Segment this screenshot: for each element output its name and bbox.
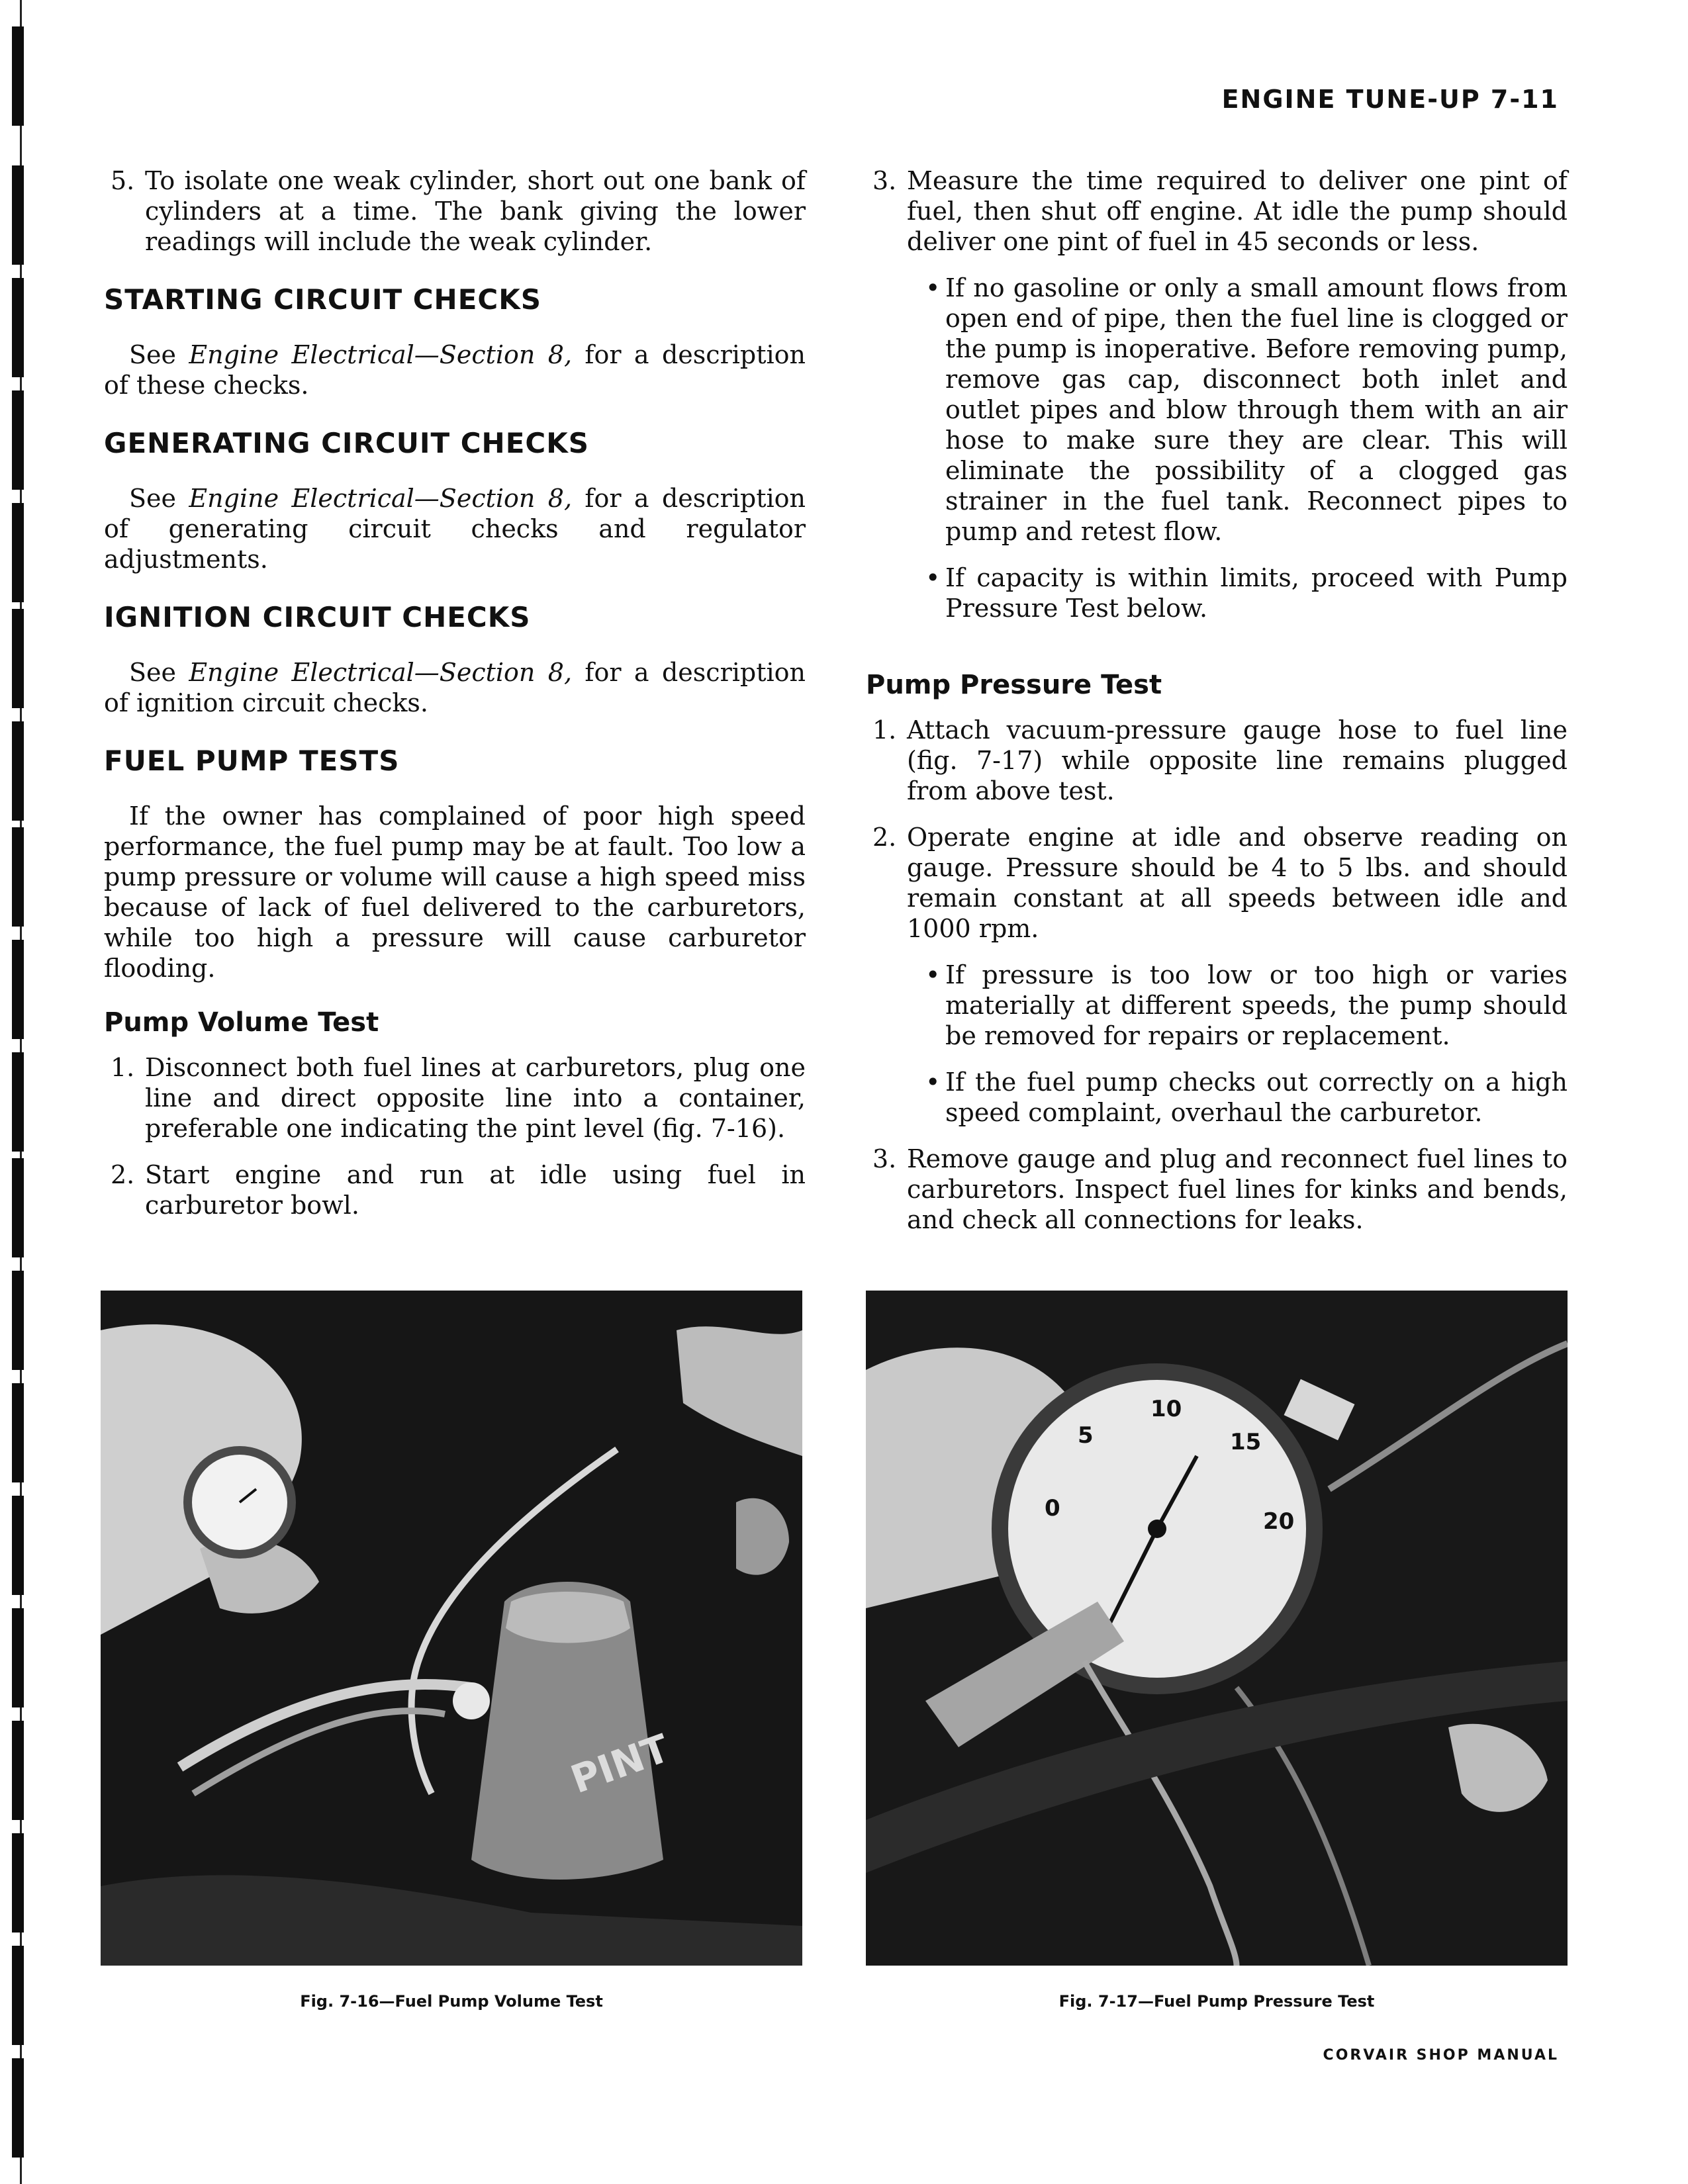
heading-generating-circuit: GENERATING CIRCUIT CHECKS xyxy=(104,427,590,459)
binding-mark xyxy=(12,1158,24,1257)
right-column xyxy=(866,165,1568,1251)
binding-mark xyxy=(12,721,24,821)
binding-mark xyxy=(12,1383,24,1482)
binding-mark xyxy=(12,26,24,126)
binding-mark xyxy=(12,1496,24,1595)
step-text: Remove gauge and plug and reconnect fuel lines to carburetors. Inspect fuel lines for kinks and bends, and check all connections for leaks. xyxy=(907,1144,1568,1234)
bullet-glyph: • xyxy=(925,960,941,989)
fitting xyxy=(453,1682,490,1719)
binding-mark xyxy=(12,609,24,708)
figure-fuel-pump-pressure-test xyxy=(866,1291,1568,1966)
volume-step-3 xyxy=(866,165,1568,257)
binding-mark xyxy=(12,165,24,265)
heading-ignition-circuit: IGNITION CIRCUIT CHECKS xyxy=(104,601,531,633)
pressure-test-photo xyxy=(866,1291,1568,1966)
figure-caption: Fig. 7-17—Fuel Pump Pressure Test xyxy=(1058,1992,1375,2011)
volume-step-2 xyxy=(104,1160,806,1220)
left-column xyxy=(104,165,806,1236)
heading-pump-pressure-test: Pump Pressure Test xyxy=(866,670,1162,700)
step-text: Disconnect both fuel lines at carburetors, plug one line and direct opposite line into a container, preferable one indicating the pint level (fig. 7-16). xyxy=(145,1053,806,1143)
heading-fuel-pump-tests: FUEL PUMP TESTS xyxy=(104,745,400,777)
section-reference: Engine Electrical—Section 8, xyxy=(189,658,573,687)
bullet-item: • If pressure is too low or too high or varies materially at different speeds, the pump should be removed for repairs or replacement. xyxy=(925,960,1568,1050)
pressure-step-3 xyxy=(866,1144,1568,1235)
step-text: Attach vacuum-pressure gauge hose to fuel line (fig. 7-17) while opposite line remains plugged from above test. xyxy=(907,715,1568,805)
binding-mark xyxy=(12,1052,24,1152)
binding-mark xyxy=(12,1833,24,1933)
step-number: 1. xyxy=(111,1053,135,1082)
heading-starting-circuit: STARTING CIRCUIT CHECKS xyxy=(104,283,542,316)
step-text: Measure the time required to deliver one pint of fuel, then shut off engine. At idle the pump should deliver one pint of fuel in 45 seconds or less. xyxy=(907,166,1568,256)
step-number: 5. xyxy=(111,166,135,195)
gauge-label: 20 xyxy=(1263,1508,1295,1535)
binding-mark xyxy=(12,503,24,602)
bullet-item: • If the fuel pump checks out correctly on a high speed complaint, overhaul the carburetor. xyxy=(925,1068,1568,1127)
step-number: 1. xyxy=(872,715,897,745)
ignition-paragraph: See Engine Electrical—Section 8, for a description of ignition circuit checks. xyxy=(104,658,806,717)
figure-fuel-pump-volume-test xyxy=(101,1291,802,1966)
step-text: To isolate one weak cylinder, short out one bank of cylinders at a time. The bank giving the lower readings will include the weak cylinder. xyxy=(145,166,806,256)
binding-mark xyxy=(12,1608,24,1707)
binding-mark xyxy=(12,2058,24,2158)
binding-mark xyxy=(12,827,24,927)
gauge-label: 15 xyxy=(1230,1429,1262,1455)
step-text: Operate engine at idle and observe reading on gauge. Pressure should be 4 to 5 lbs. and should remain constant at all speeds between idle and 1000 rpm. xyxy=(907,823,1568,943)
binding-mark xyxy=(12,278,24,377)
bullet-item: • If no gasoline or only a small amount flows from open end of pipe, then the fuel line is clogged or the pump is inoperative. Before removing pump, remove gas cap, disconnect both inlet and outlet pipes and blow through them with an air hose to make sure they are clear. This will eliminate the possibility of a clogged gas strainer in the fuel tank. Reconnect pipes to pump and retest flow. xyxy=(925,273,1568,546)
volume-step-1 xyxy=(104,1052,806,1144)
bullet-glyph: • xyxy=(925,1068,941,1097)
page-footer: CORVAIR SHOP MANUAL xyxy=(1323,2047,1559,2064)
step-text: Start engine and run at idle using fuel in carburetor bowl. xyxy=(145,1160,806,1220)
binding-mark xyxy=(12,1721,24,1820)
bullet-glyph: • xyxy=(925,563,941,592)
step-number: 3. xyxy=(872,166,897,195)
gauge-label: 5 xyxy=(1078,1422,1094,1449)
generating-paragraph: See Engine Electrical—Section 8, for a description of generating circuit checks and regulator adjustments. xyxy=(104,484,806,574)
binding-mark xyxy=(12,1946,24,2045)
binding-mark xyxy=(12,390,24,490)
gauge-label: 0 xyxy=(1045,1495,1060,1522)
binding-margin xyxy=(0,0,60,2184)
binding-mark xyxy=(12,940,24,1039)
fuel-pump-paragraph: If the owner has complained of poor high speed performance, the fuel pump may be at fault. Too low a pump pressure or volume will cause a high speed miss because of lack of fuel delivered to the carburetors, while too high a pressure will cause carburetor flooding. xyxy=(104,801,806,983)
bullet-glyph: • xyxy=(925,273,941,302)
section-reference: Engine Electrical—Section 8, xyxy=(189,340,573,369)
gauge-label: 10 xyxy=(1150,1396,1182,1422)
step-number: 2. xyxy=(872,823,897,852)
bullet-item: • If capacity is within limits, proceed with Pump Pressure Test below. xyxy=(925,563,1568,623)
pressure-step-1 xyxy=(866,715,1568,806)
pressure-step-2 xyxy=(866,822,1568,944)
running-head: ENGINE TUNE-UP 7-11 xyxy=(1221,85,1559,114)
figure-caption: Fig. 7-16—Fuel Pump Volume Test xyxy=(300,1992,603,2011)
step-5 xyxy=(104,165,806,257)
container-label: PINT xyxy=(565,1725,675,1803)
step-number: 2. xyxy=(111,1160,135,1189)
section-reference: Engine Electrical—Section 8, xyxy=(189,484,573,513)
volume-test-photo xyxy=(101,1291,802,1966)
step-number: 3. xyxy=(872,1144,897,1173)
binding-mark xyxy=(12,1271,24,1370)
heading-pump-volume-test: Pump Volume Test xyxy=(104,1007,379,1038)
starting-paragraph: See Engine Electrical—Section 8, for a description of these checks. xyxy=(104,340,806,400)
